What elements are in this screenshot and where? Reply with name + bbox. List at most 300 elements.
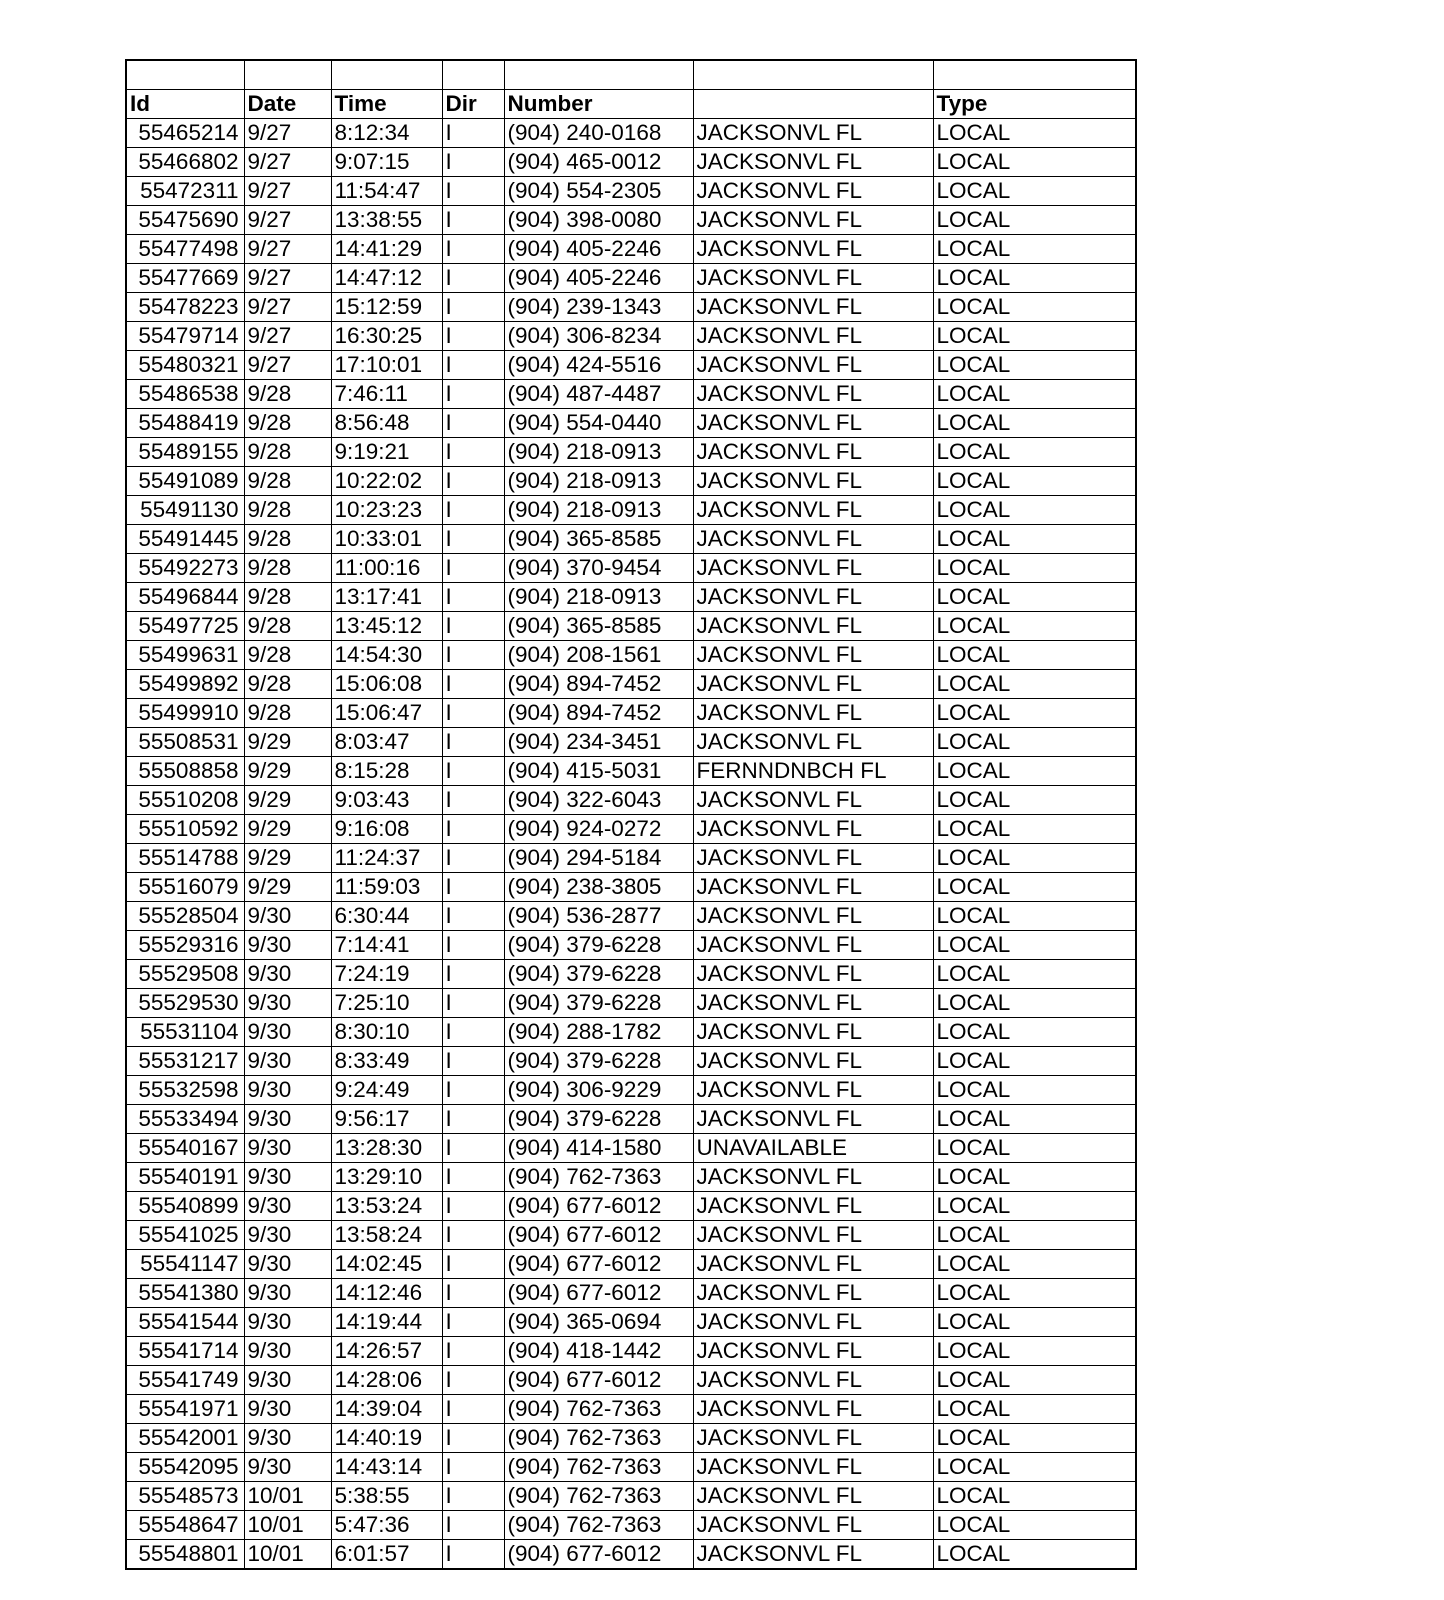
cell-time: 5:47:36 <box>331 1510 442 1539</box>
table-row <box>126 959 1136 988</box>
cell-number: (904) 218-0913 <box>504 582 693 611</box>
cell-time: 5:38:55 <box>331 1481 442 1510</box>
cell-dir: I <box>442 640 504 669</box>
cell-location: JACKSONVL FL <box>693 1249 933 1278</box>
cell-dir: I <box>442 611 504 640</box>
cell-time: 14:47:12 <box>331 263 442 292</box>
cell-time: 7:24:19 <box>331 959 442 988</box>
cell-type: LOCAL <box>933 234 1136 263</box>
cell-location: JACKSONVL FL <box>693 669 933 698</box>
header-number: Number <box>504 89 693 118</box>
cell-date: 9/28 <box>244 408 331 437</box>
cell-date: 9/28 <box>244 669 331 698</box>
cell-id: 55499910 <box>126 698 244 727</box>
cell-location: JACKSONVL FL <box>693 321 933 350</box>
cell-id: 55541749 <box>126 1365 244 1394</box>
cell-time: 14:41:29 <box>331 234 442 263</box>
cell-type: LOCAL <box>933 814 1136 843</box>
table-row <box>126 1162 1136 1191</box>
cell-number: (904) 424-5516 <box>504 350 693 379</box>
table-row <box>126 843 1136 872</box>
cell-id: 55541380 <box>126 1278 244 1307</box>
cell-time: 15:06:08 <box>331 669 442 698</box>
cell-id: 55541971 <box>126 1394 244 1423</box>
cell-type: LOCAL <box>933 1191 1136 1220</box>
cell-type: LOCAL <box>933 205 1136 234</box>
cell-id: 55529508 <box>126 959 244 988</box>
cell-time: 8:33:49 <box>331 1046 442 1075</box>
cell-date: 9/27 <box>244 118 331 147</box>
table-row <box>126 814 1136 843</box>
cell-location: JACKSONVL FL <box>693 495 933 524</box>
cell-time: 9:24:49 <box>331 1075 442 1104</box>
cell-time: 9:56:17 <box>331 1104 442 1133</box>
cell-date: 9/30 <box>244 1365 331 1394</box>
cell-time: 14:26:57 <box>331 1336 442 1365</box>
table-row <box>126 118 1136 147</box>
table-row <box>126 1423 1136 1452</box>
cell-dir: I <box>442 147 504 176</box>
cell-date: 9/30 <box>244 1249 331 1278</box>
cell-time: 14:39:04 <box>331 1394 442 1423</box>
table-row <box>126 1046 1136 1075</box>
cell-date: 9/30 <box>244 930 331 959</box>
cell-date: 9/30 <box>244 1133 331 1162</box>
cell-time: 13:53:24 <box>331 1191 442 1220</box>
table-row <box>126 640 1136 669</box>
table-row <box>126 582 1136 611</box>
cell-date: 9/29 <box>244 785 331 814</box>
cell-type: LOCAL <box>933 785 1136 814</box>
cell-time: 14:19:44 <box>331 1307 442 1336</box>
cell-number: (904) 554-0440 <box>504 408 693 437</box>
cell-dir: I <box>442 901 504 930</box>
cell-location: JACKSONVL FL <box>693 118 933 147</box>
cell-location: JACKSONVL FL <box>693 263 933 292</box>
table-row <box>126 1394 1136 1423</box>
cell-number: (904) 294-5184 <box>504 843 693 872</box>
cell-type: LOCAL <box>933 1452 1136 1481</box>
table-row <box>126 1075 1136 1104</box>
table-row <box>126 1539 1136 1569</box>
cell-id: 55540191 <box>126 1162 244 1191</box>
cell-id: 55478223 <box>126 292 244 321</box>
cell-dir: I <box>442 582 504 611</box>
table-row <box>126 1481 1136 1510</box>
cell-location: JACKSONVL FL <box>693 785 933 814</box>
cell-date: 9/29 <box>244 756 331 785</box>
cell-date: 9/29 <box>244 727 331 756</box>
cell-location: JACKSONVL FL <box>693 147 933 176</box>
cell-time: 7:46:11 <box>331 379 442 408</box>
cell-time: 13:58:24 <box>331 1220 442 1249</box>
cell-number: (904) 894-7452 <box>504 698 693 727</box>
cell-number: (904) 677-6012 <box>504 1249 693 1278</box>
cell-location: JACKSONVL FL <box>693 1394 933 1423</box>
cell-dir: I <box>442 1307 504 1336</box>
cell-id: 55465214 <box>126 118 244 147</box>
cell-time: 6:30:44 <box>331 901 442 930</box>
cell-time: 15:12:59 <box>331 292 442 321</box>
cell-date: 9/27 <box>244 321 331 350</box>
cell-time: 9:19:21 <box>331 437 442 466</box>
cell-number: (904) 306-9229 <box>504 1075 693 1104</box>
cell-location: JACKSONVL FL <box>693 1075 933 1104</box>
cell-dir: I <box>442 437 504 466</box>
cell-number: (904) 554-2305 <box>504 176 693 205</box>
cell-date: 9/30 <box>244 1046 331 1075</box>
cell-location: JACKSONVL FL <box>693 350 933 379</box>
cell-time: 11:59:03 <box>331 872 442 901</box>
cell-number: (904) 218-0913 <box>504 437 693 466</box>
cell-dir: I <box>442 872 504 901</box>
cell-number: (904) 379-6228 <box>504 930 693 959</box>
cell-date: 9/30 <box>244 1278 331 1307</box>
cell-location: JACKSONVL FL <box>693 1046 933 1075</box>
cell-date: 9/28 <box>244 698 331 727</box>
cell-type: LOCAL <box>933 292 1136 321</box>
cell-id: 55510208 <box>126 785 244 814</box>
cell-type: LOCAL <box>933 1046 1136 1075</box>
cell-date: 9/27 <box>244 234 331 263</box>
table-row <box>126 408 1136 437</box>
cell-date: 9/27 <box>244 176 331 205</box>
header-row <box>126 89 1136 118</box>
cell-number: (904) 379-6228 <box>504 959 693 988</box>
cell-id: 55475690 <box>126 205 244 234</box>
cell-type: LOCAL <box>933 466 1136 495</box>
cell-date: 9/27 <box>244 263 331 292</box>
cell-type: LOCAL <box>933 1249 1136 1278</box>
cell-number: (904) 240-0168 <box>504 118 693 147</box>
cell-location: JACKSONVL FL <box>693 698 933 727</box>
table-row <box>126 785 1136 814</box>
cell-id: 55479714 <box>126 321 244 350</box>
cell-type: LOCAL <box>933 350 1136 379</box>
cell-number: (904) 418-1442 <box>504 1336 693 1365</box>
cell-number: (904) 365-0694 <box>504 1307 693 1336</box>
cell-type: LOCAL <box>933 1104 1136 1133</box>
table-row <box>126 1191 1136 1220</box>
cell-dir: I <box>442 321 504 350</box>
table-row <box>126 1452 1136 1481</box>
cell-id: 55486538 <box>126 379 244 408</box>
table-row <box>126 1365 1136 1394</box>
cell-time: 9:03:43 <box>331 785 442 814</box>
cell-type: LOCAL <box>933 727 1136 756</box>
cell-id: 55466802 <box>126 147 244 176</box>
cell-time: 10:22:02 <box>331 466 442 495</box>
table-row <box>126 350 1136 379</box>
cell-location: JACKSONVL FL <box>693 930 933 959</box>
cell-date: 9/28 <box>244 437 331 466</box>
cell-id: 55533494 <box>126 1104 244 1133</box>
cell-date: 9/30 <box>244 1017 331 1046</box>
cell-time: 13:29:10 <box>331 1162 442 1191</box>
cell-location: JACKSONVL FL <box>693 1017 933 1046</box>
cell-type: LOCAL <box>933 524 1136 553</box>
cell-location: JACKSONVL FL <box>693 1191 933 1220</box>
cell-type: LOCAL <box>933 437 1136 466</box>
cell-time: 8:12:34 <box>331 118 442 147</box>
cell-type: LOCAL <box>933 263 1136 292</box>
cell-location: JACKSONVL FL <box>693 872 933 901</box>
cell-id: 55548647 <box>126 1510 244 1539</box>
table-row <box>126 553 1136 582</box>
cell-type: LOCAL <box>933 930 1136 959</box>
cell-dir: I <box>442 176 504 205</box>
header-type: Type <box>933 89 1136 118</box>
cell-time: 8:56:48 <box>331 408 442 437</box>
cell-location: JACKSONVL FL <box>693 814 933 843</box>
cell-location: JACKSONVL FL <box>693 988 933 1017</box>
table-row <box>126 669 1136 698</box>
cell-date: 9/28 <box>244 582 331 611</box>
cell-dir: I <box>442 466 504 495</box>
cell-location: JACKSONVL FL <box>693 524 933 553</box>
cell-location: JACKSONVL FL <box>693 1452 933 1481</box>
cell-date: 9/30 <box>244 1452 331 1481</box>
cell-id: 55541147 <box>126 1249 244 1278</box>
cell-type: LOCAL <box>933 1336 1136 1365</box>
cell-id: 55542095 <box>126 1452 244 1481</box>
cell-type: LOCAL <box>933 321 1136 350</box>
call-log-table <box>125 59 1137 1570</box>
cell-time: 7:25:10 <box>331 988 442 1017</box>
cell-location: JACKSONVL FL <box>693 205 933 234</box>
cell-number: (904) 398-0080 <box>504 205 693 234</box>
header-time: Time <box>331 89 442 118</box>
table-row <box>126 901 1136 930</box>
cell-location: FERNNDNBCH FL <box>693 756 933 785</box>
cell-location: JACKSONVL FL <box>693 1307 933 1336</box>
cell-time: 6:01:57 <box>331 1539 442 1569</box>
cell-type: LOCAL <box>933 495 1136 524</box>
cell-number: (904) 487-4487 <box>504 379 693 408</box>
cell-number: (904) 365-8585 <box>504 611 693 640</box>
cell-dir: I <box>442 1539 504 1569</box>
cell-number: (904) 370-9454 <box>504 553 693 582</box>
cell-number: (904) 405-2246 <box>504 263 693 292</box>
cell-number: (904) 379-6228 <box>504 1046 693 1075</box>
cell-location: JACKSONVL FL <box>693 1336 933 1365</box>
header-id: Id <box>126 89 244 118</box>
cell-id: 55480321 <box>126 350 244 379</box>
cell-dir: I <box>442 524 504 553</box>
cell-number: (904) 379-6228 <box>504 988 693 1017</box>
table-row <box>126 292 1136 321</box>
table-row <box>126 698 1136 727</box>
cell-time: 14:54:30 <box>331 640 442 669</box>
cell-id: 55489155 <box>126 437 244 466</box>
cell-location: JACKSONVL FL <box>693 1510 933 1539</box>
header-dir: Dir <box>442 89 504 118</box>
cell-location: JACKSONVL FL <box>693 843 933 872</box>
cell-location: JACKSONVL FL <box>693 408 933 437</box>
cell-number: (904) 677-6012 <box>504 1539 693 1569</box>
cell-time: 9:16:08 <box>331 814 442 843</box>
cell-location: JACKSONVL FL <box>693 959 933 988</box>
cell-id: 55528504 <box>126 901 244 930</box>
cell-type: LOCAL <box>933 1423 1136 1452</box>
cell-number: (904) 218-0913 <box>504 466 693 495</box>
cell-type: LOCAL <box>933 988 1136 1017</box>
cell-dir: I <box>442 1278 504 1307</box>
cell-location: JACKSONVL FL <box>693 640 933 669</box>
cell-number: (904) 238-3805 <box>504 872 693 901</box>
cell-number: (904) 677-6012 <box>504 1278 693 1307</box>
cell-date: 9/28 <box>244 553 331 582</box>
cell-number: (904) 322-6043 <box>504 785 693 814</box>
cell-id: 55497725 <box>126 611 244 640</box>
cell-dir: I <box>442 234 504 263</box>
cell-id: 55510592 <box>126 814 244 843</box>
cell-dir: I <box>442 959 504 988</box>
cell-time: 14:02:45 <box>331 1249 442 1278</box>
cell-id: 55540167 <box>126 1133 244 1162</box>
cell-location: JACKSONVL FL <box>693 611 933 640</box>
cell-dir: I <box>442 1133 504 1162</box>
cell-location: UNAVAILABLE <box>693 1133 933 1162</box>
cell-location: JACKSONVL FL <box>693 379 933 408</box>
cell-time: 11:00:16 <box>331 553 442 582</box>
cell-id: 55531217 <box>126 1046 244 1075</box>
cell-type: LOCAL <box>933 611 1136 640</box>
cell-location: JACKSONVL FL <box>693 1539 933 1569</box>
cell-dir: I <box>442 669 504 698</box>
cell-number: (904) 465-0012 <box>504 147 693 176</box>
cell-time: 13:28:30 <box>331 1133 442 1162</box>
cell-dir: I <box>442 988 504 1017</box>
cell-dir: I <box>442 1481 504 1510</box>
cell-time: 13:45:12 <box>331 611 442 640</box>
cell-date: 9/29 <box>244 872 331 901</box>
cell-location: JACKSONVL FL <box>693 1481 933 1510</box>
cell-location: JACKSONVL FL <box>693 582 933 611</box>
cell-type: LOCAL <box>933 1220 1136 1249</box>
cell-dir: I <box>442 553 504 582</box>
cell-dir: I <box>442 727 504 756</box>
cell-time: 16:30:25 <box>331 321 442 350</box>
cell-number: (904) 415-5031 <box>504 756 693 785</box>
table-row <box>126 756 1136 785</box>
cell-id: 55477498 <box>126 234 244 263</box>
header-date: Date <box>244 89 331 118</box>
cell-date: 9/30 <box>244 1336 331 1365</box>
cell-time: 13:17:41 <box>331 582 442 611</box>
cell-date: 9/28 <box>244 640 331 669</box>
cell-dir: I <box>442 495 504 524</box>
cell-id: 55548801 <box>126 1539 244 1569</box>
table-row <box>126 988 1136 1017</box>
table-row <box>126 466 1136 495</box>
cell-location: JACKSONVL FL <box>693 1220 933 1249</box>
cell-location: JACKSONVL FL <box>693 1278 933 1307</box>
table-row <box>126 1220 1136 1249</box>
cell-type: LOCAL <box>933 872 1136 901</box>
cell-location: JACKSONVL FL <box>693 901 933 930</box>
cell-id: 55540899 <box>126 1191 244 1220</box>
cell-dir: I <box>442 1510 504 1539</box>
cell-id: 55514788 <box>126 843 244 872</box>
cell-number: (904) 306-8234 <box>504 321 693 350</box>
cell-time: 10:23:23 <box>331 495 442 524</box>
cell-number: (904) 762-7363 <box>504 1394 693 1423</box>
cell-type: LOCAL <box>933 640 1136 669</box>
cell-location: JACKSONVL FL <box>693 176 933 205</box>
cell-date: 9/30 <box>244 1162 331 1191</box>
cell-date: 9/30 <box>244 1394 331 1423</box>
table-row <box>126 727 1136 756</box>
cell-location: JACKSONVL FL <box>693 553 933 582</box>
cell-id: 55508531 <box>126 727 244 756</box>
cell-number: (904) 762-7363 <box>504 1481 693 1510</box>
cell-type: LOCAL <box>933 756 1136 785</box>
table-row <box>126 437 1136 466</box>
cell-id: 55499631 <box>126 640 244 669</box>
cell-time: 14:43:14 <box>331 1452 442 1481</box>
cell-location: JACKSONVL FL <box>693 437 933 466</box>
cell-dir: I <box>442 1394 504 1423</box>
cell-time: 10:33:01 <box>331 524 442 553</box>
cell-number: (904) 894-7452 <box>504 669 693 698</box>
cell-date: 9/28 <box>244 379 331 408</box>
cell-number: (904) 762-7363 <box>504 1510 693 1539</box>
table-row <box>126 495 1136 524</box>
cell-date: 10/01 <box>244 1481 331 1510</box>
cell-date: 9/27 <box>244 147 331 176</box>
table-row <box>126 1104 1136 1133</box>
cell-location: JACKSONVL FL <box>693 1162 933 1191</box>
table-row <box>126 1133 1136 1162</box>
cell-type: LOCAL <box>933 408 1136 437</box>
cell-number: (904) 677-6012 <box>504 1365 693 1394</box>
cell-time: 8:30:10 <box>331 1017 442 1046</box>
cell-dir: I <box>442 843 504 872</box>
table-row <box>126 1249 1136 1278</box>
cell-dir: I <box>442 930 504 959</box>
cell-type: LOCAL <box>933 147 1136 176</box>
cell-type: LOCAL <box>933 1278 1136 1307</box>
cell-date: 9/30 <box>244 1104 331 1133</box>
cell-id: 55548573 <box>126 1481 244 1510</box>
cell-id: 55542001 <box>126 1423 244 1452</box>
cell-dir: I <box>442 292 504 321</box>
cell-dir: I <box>442 1452 504 1481</box>
cell-dir: I <box>442 814 504 843</box>
cell-number: (904) 677-6012 <box>504 1220 693 1249</box>
cell-type: LOCAL <box>933 1365 1136 1394</box>
table-row <box>126 379 1136 408</box>
cell-date: 9/28 <box>244 611 331 640</box>
cell-dir: I <box>442 1162 504 1191</box>
cell-number: (904) 405-2246 <box>504 234 693 263</box>
cell-date: 9/30 <box>244 1075 331 1104</box>
cell-location: JACKSONVL FL <box>693 466 933 495</box>
table-row <box>126 176 1136 205</box>
header-location <box>693 89 933 118</box>
cell-type: LOCAL <box>933 1162 1136 1191</box>
table-row <box>126 321 1136 350</box>
cell-type: LOCAL <box>933 1017 1136 1046</box>
cell-type: LOCAL <box>933 843 1136 872</box>
cell-number: (904) 379-6228 <box>504 1104 693 1133</box>
table-row <box>126 872 1136 901</box>
table-row <box>126 263 1136 292</box>
cell-id: 55541544 <box>126 1307 244 1336</box>
cell-time: 14:40:19 <box>331 1423 442 1452</box>
cell-id: 55499892 <box>126 669 244 698</box>
